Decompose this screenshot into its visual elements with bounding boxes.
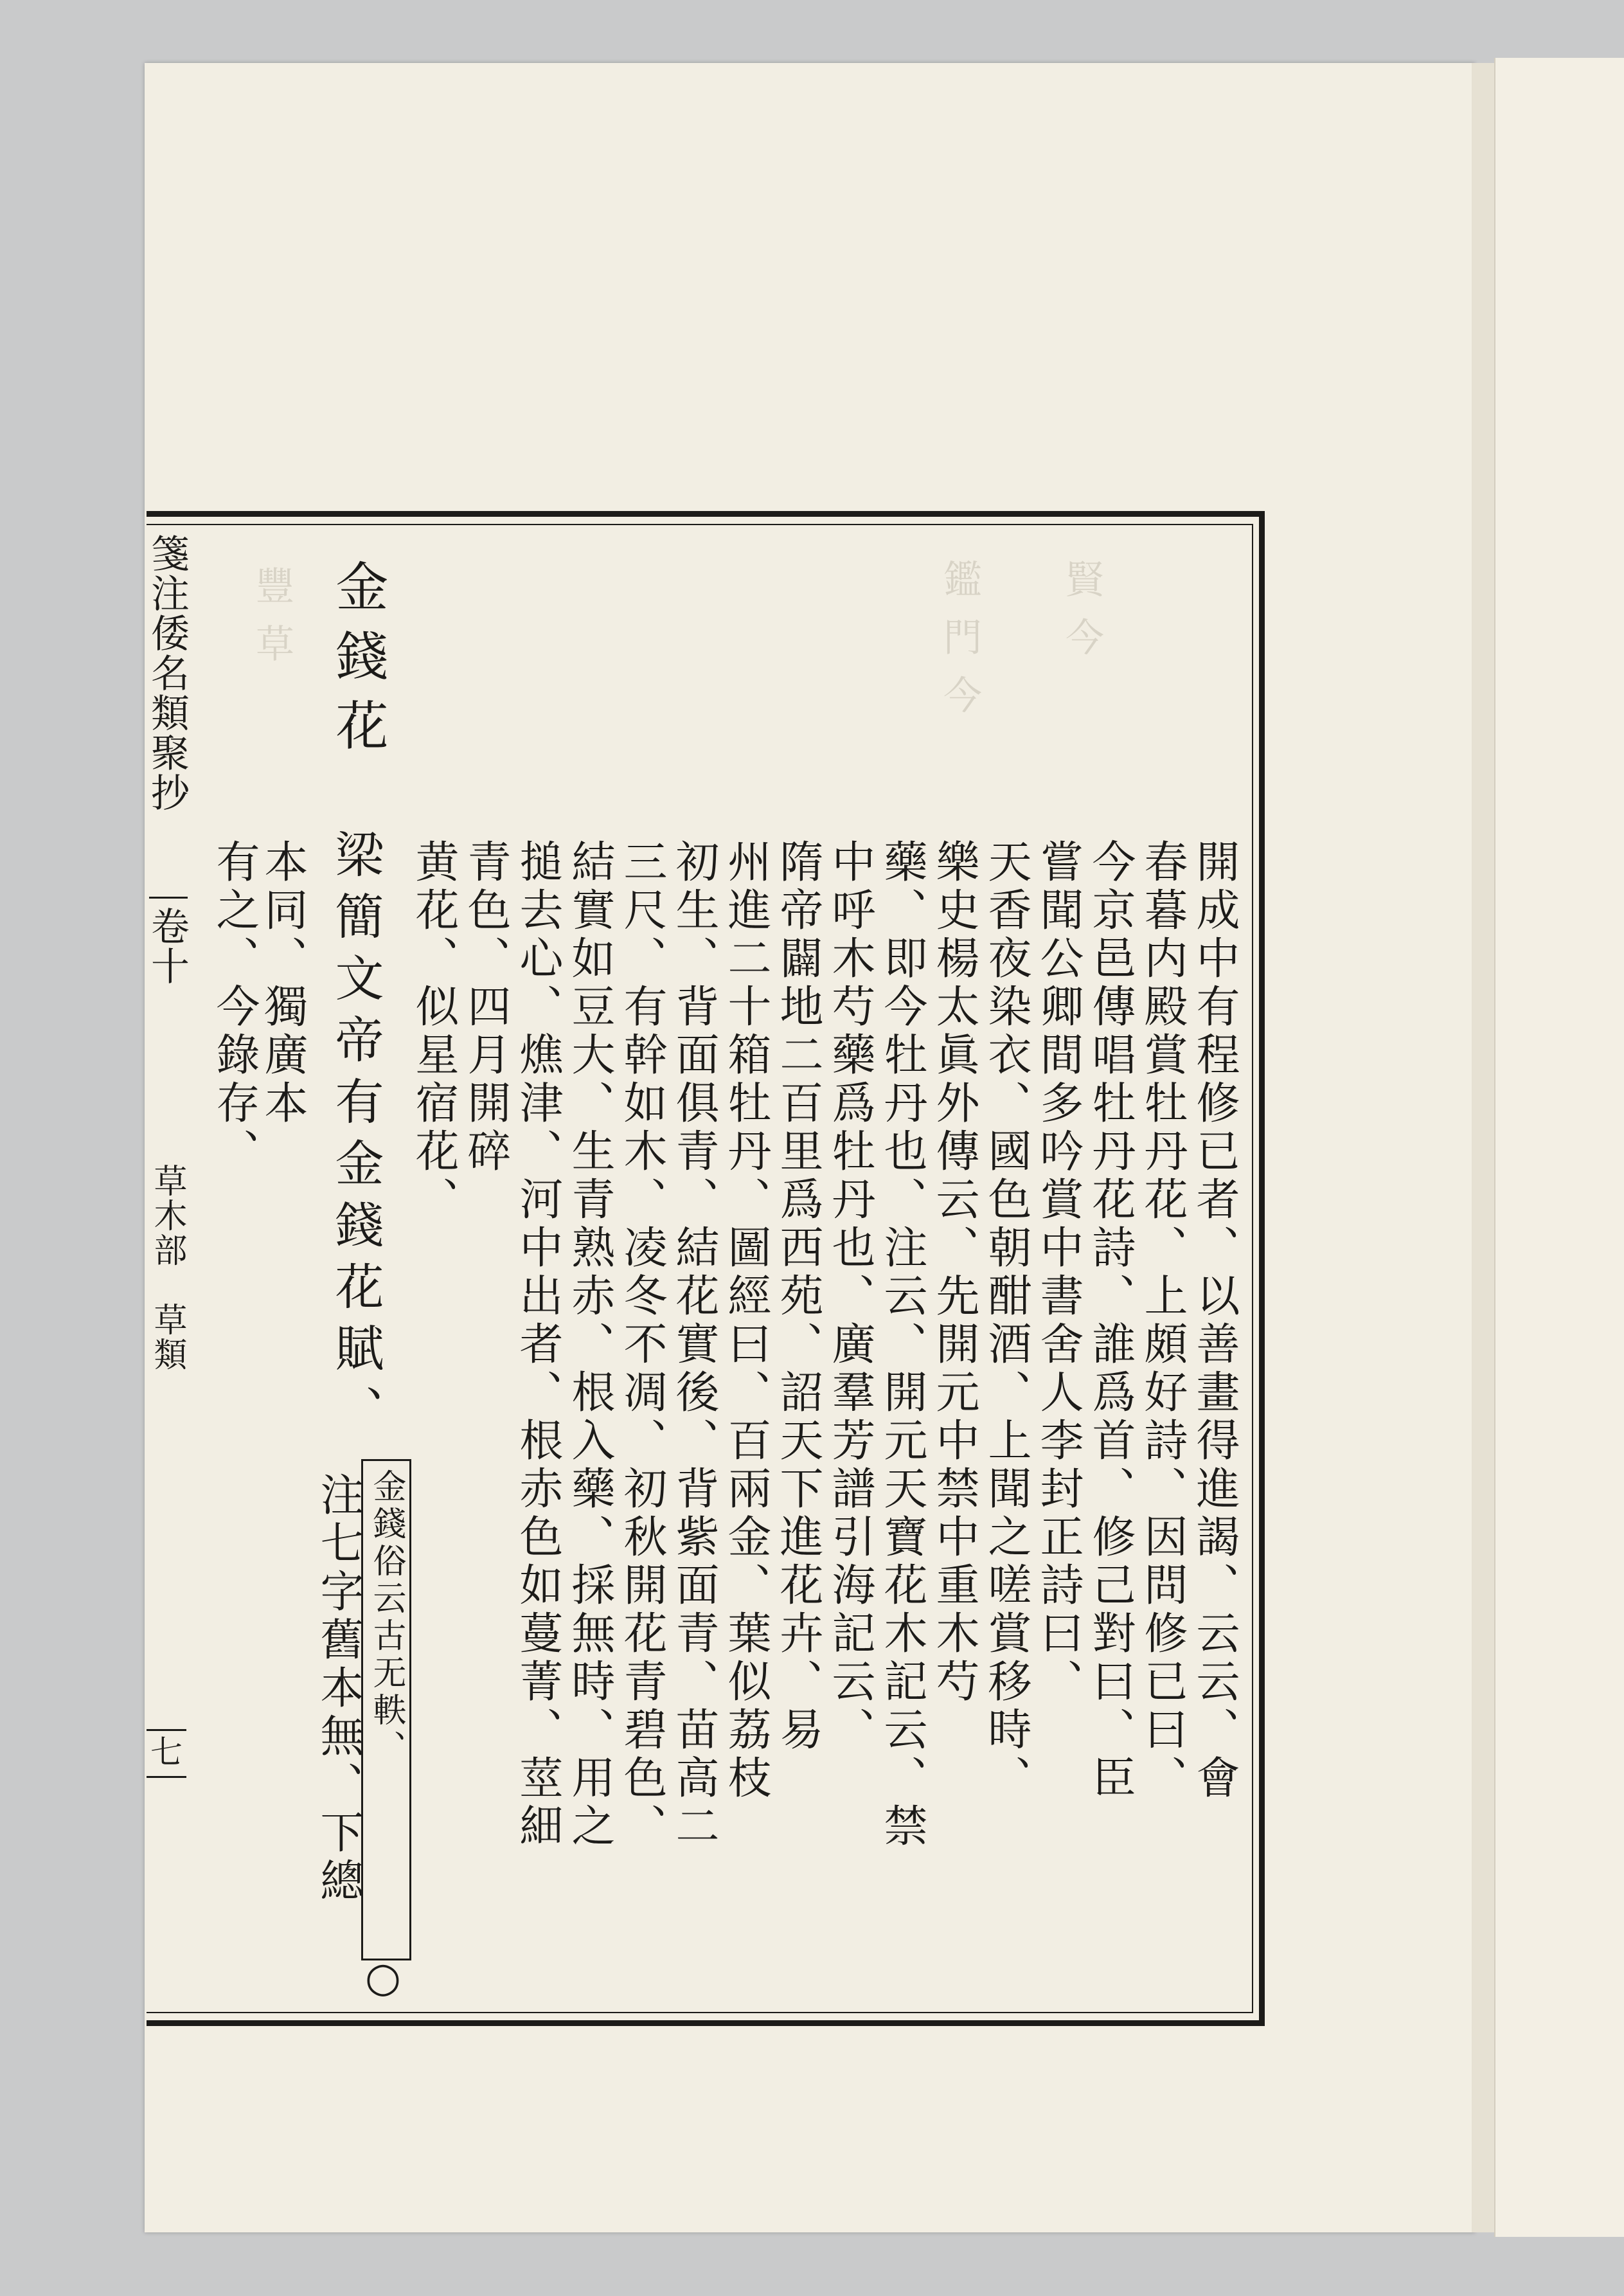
body-column: 樂史楊太眞外傳云、先開元中禁中重木芍 bbox=[929, 839, 979, 1707]
margin-rule bbox=[149, 897, 188, 899]
show-through-text: 賢今 bbox=[1059, 559, 1104, 675]
body-column: 春暮内殿賞牡丹花、上頗好詩、因問修已曰、 bbox=[1137, 839, 1188, 1803]
show-through-text: 鑑門今 bbox=[937, 559, 982, 733]
note-box-text: 金錢俗云古无軼、 bbox=[367, 1469, 406, 1767]
next-page-edge bbox=[1494, 58, 1624, 2237]
body-column: 青色、四月開碎 bbox=[460, 839, 511, 1176]
body-column: 搥去心、燋津、河中出者、根赤色如蔓菁、莖細 bbox=[512, 839, 563, 1851]
page-number: 七 bbox=[147, 1729, 186, 1778]
margin-book-title: 箋注倭名類聚抄 bbox=[145, 534, 190, 812]
body-column: 嘗聞公卿間多吟賞中書舍人李封正詩曰、 bbox=[1033, 839, 1084, 1707]
margin-volume: 卷十 bbox=[145, 906, 190, 986]
show-through-text: 豐草 bbox=[249, 566, 294, 681]
note-continuation: 注七字舊本無、下總 bbox=[313, 1472, 364, 1906]
page-edge bbox=[1472, 63, 1497, 2232]
circle-mark: ○ bbox=[365, 1954, 401, 2002]
margin-section: 草木部 草類 bbox=[148, 1163, 186, 1372]
tail-column: 本同、獨廣本 bbox=[257, 839, 308, 1128]
tail-column: 有之、今錄存、 bbox=[209, 839, 260, 1176]
entry-heading: 金錢花 bbox=[327, 559, 388, 767]
body-column: 開成中有程修已者、以善畫得進謁、云云、會 bbox=[1189, 839, 1240, 1803]
body-column: 中呼木芍藥爲牡丹也、廣羣芳譜引海記云、 bbox=[825, 839, 875, 1755]
body-column: 州進二十箱牡丹、圖經曰、百兩金、葉似荔枝 bbox=[720, 839, 771, 1803]
body-column: 三尺、有幹如木、凌冬不凋、初秋開花青碧色、 bbox=[616, 839, 667, 1851]
body-column: 黄花、似星宿花、 bbox=[408, 839, 459, 1224]
body-column: 初生、背面俱青、結花實後、背紫面青、苗高二 bbox=[668, 839, 719, 1851]
entry-source: 梁簡文帝有金錢花賦、 bbox=[327, 829, 384, 1446]
body-column: 結實如豆大、生青熟赤、根入藥、採無時、用之 bbox=[564, 839, 615, 1851]
body-column: 天香夜染衣、國色朝酣酒、上聞之嗟賞移時、 bbox=[981, 839, 1031, 1803]
body-column: 今京邑傳唱牡丹花詩、誰爲首、修己對曰、臣 bbox=[1085, 839, 1136, 1803]
body-column: 藥、即今牡丹也、注云、開元天寶花木記云、禁 bbox=[877, 839, 927, 1851]
body-column: 隋帝闢地二百里爲西苑、詔天下進花卉、易 bbox=[772, 839, 823, 1755]
note-box bbox=[361, 1459, 411, 1960]
